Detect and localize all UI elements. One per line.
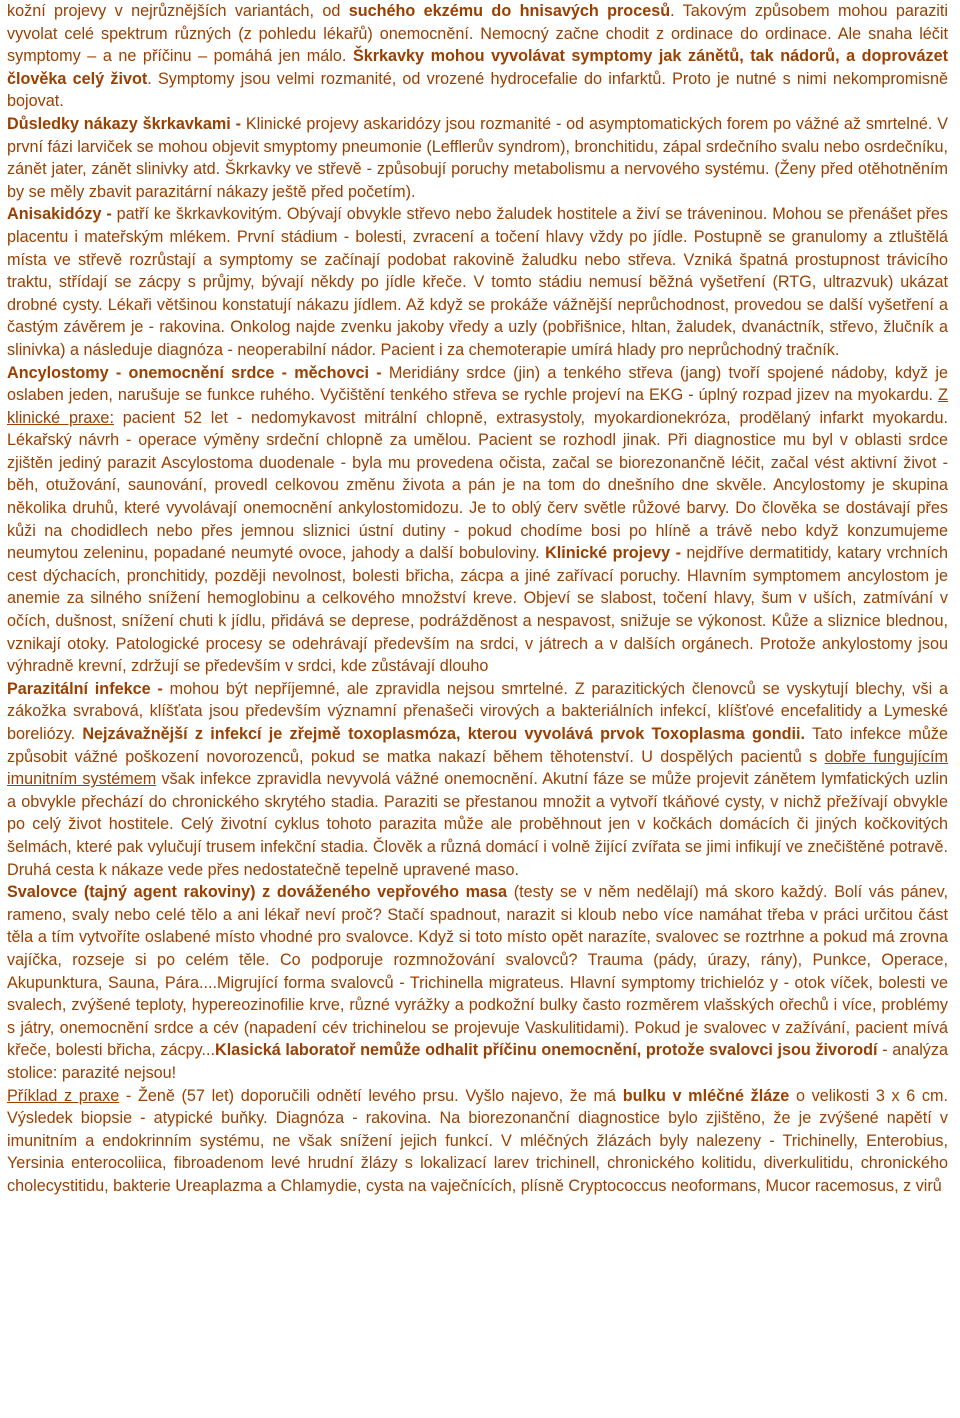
paragraph-roundworm-consequences	[7, 113, 948, 203]
bold-text-run: Škrkavky mohou vyvolávat symptomy jak zánětů, tak nádorů, a doprovázet člověka celý život	[7, 47, 948, 88]
text-run: Meridiány srdce (jin) a tenkého střeva (jang) tvoří spojené nádoby, když je oslaben jeden, narušuje se funkce ruhého. Vyčištění tenkého střeva se rychle projeví na EKG - úplný rozpad jizev na myokardu.	[7, 363, 949, 405]
text-run: (testy se v něm nedělají) má skoro každý. Bolí vás pánev, rameno, svaly nebo celé tělo a ani lékař neví proč? Stačí spadnout, narazit si kloub nebo více namáhat třeba v práci určitou část těla a tím vytvoříte oslabené místo vhodné pro svalovce. Když si toto místo opět narazíte, svalovec se roztrhne a pokud má zrovna vajíčka, rozseje si po celém těle. Co podporuje rozmnožování svalovců? Trauma (pády, úrazy, rány), Punkce, Operace, Akupunktura, Sauna, Pára....Migrující forma svalovců - Trichinella migrateus. Hlavní symptomy trichielóz y - otok víček, bolesti ve svalech, zvýšené teploty, hypereozinofilie krve, různé vyrážky a podkožní bulky často rozměrem vlašských ořechů i více, problémy s játry, onemocnění srdce a cév (napadení cév trichinelou se projevuje Vaskulitidami). Pokud je svalovec v zažívání, pacient mívá křeče, bolesti břicha, zácpy...	[7, 883, 948, 1060]
underlined-text-run: Z klinické praxe:	[7, 386, 948, 427]
bold-text-run: Klasická laboratoř nemůže odhalit příčinu onemocnění, protože svalovci jsou živorodí	[215, 1041, 878, 1060]
text-run: Tato infekce může způsobit vážné poškození novorozenců, pokud se matka nakazí během těhotenství. U dospělých pacientů s	[7, 725, 948, 766]
bold-text-run: Ancylostomy - onemocnění srdce - měchovci -	[7, 363, 389, 382]
paragraph-parasitic-infections	[7, 678, 948, 881]
text-run: . Takovým způsobem mohou paraziti vyvolat celé spektrum různých (z pohledu lékařů) onemocnění. Nemocný začne chodit z ordinace do ordinace. Ale snaha léčit symptomy – a ne příčinu – pomáhá jen málo.	[7, 2, 948, 66]
underlined-text-run: Příklad z praxe	[7, 1086, 120, 1105]
text-run: o velikosti 3 x 6 cm. Výsledek biopsie - atypické buňky. Diagnóza - rakovina. Na biorezonanční diagnostice bylo zjištěno, že je zvýšené napětí v imunitním a endokrinním systému, ne však snížení jejich funkcí. V mléčných žlázách byly nalezeny - Trichinelly, Enterobius, Yersinia enterocoliica, fibroadenom levé hrudní žlázy s lokalizací larev trichinell, chronického kolitidu, diverkulitidu, chronického cholecystitidu, bakterie Ureaplazma a Chlamydie, cysta na vaječnících, plísně Cryptococcus neoformans, Mucor racemosus, z virů	[7, 1086, 948, 1195]
paragraph-anisakidosis	[7, 203, 948, 361]
bold-text-run: Klinické projevy -	[545, 544, 687, 563]
text-run: - Ženě (57 let) doporučili odnětí levého prsu. Vyšlo najevo, že má	[119, 1086, 623, 1105]
text-run: mohou být nepříjemné, ale zpravidla nejsou smrtelné. Z parazitických členovců se vyskytují blechy, vši a zákožka svrabová, klíšťata jsou především významní přenašeči virových a bakteriálních infekcí, klíšťové encefalitidy a Lymeské boreliózy.	[7, 679, 949, 743]
bold-text-run: bulku v mléčné žláze	[622, 1086, 790, 1105]
paragraph-case-example	[7, 1085, 948, 1198]
bold-text-run: Anisakidózy -	[7, 205, 117, 224]
underlined-text-run: dobře fungujícím imunitním systémem	[7, 747, 949, 789]
text-run: pacient 52 let - nedomykavost mitrální chlopně, extrasystoly, myokardionekróza, prodělaný infarkt myokardu. Lékařský návrh - operace výměny srdeční chlopně za umělou. Pacient se rozhodl jinak. Při diagnostice mu byl v oblasti srdce zjištěn jediný parazit Ascylostoma duodenale - byla mu provedena očista, začal se biorezonančně léčit, začal vést aktivní život - běh, otužování, saunování, provedl celkovou změnu života a pán je na tom do dnešního dne skvěle. Ancylostomy je skupina několika druhů, které vyvolávají onemocnění ankylostomidozu. Je to oblý červ světle růžové barvy. Do člověka se dostávají přes kůži na chodidlech nebo přes jemnou sliznici ústní dutiny - pokud chodíme bosi po hlíně a trávě nebo když konzumujeme neumytou zeleninu, popadané neumyté ovoce, jahody a další bobuloviny.	[7, 408, 948, 563]
bold-text-run: Nejzávažnější z infekcí je zřejmě toxoplasmóza, kterou vyvolává prvok Toxoplasma gondii.	[82, 725, 806, 743]
paragraph-intro	[7, 0, 948, 113]
text-run: . Symptomy jsou velmi rozmanité, od vrozené hydrocefalie do infarktů. Proto je nutné s nimi nekompromisně bojovat.	[7, 69, 948, 111]
bold-text-run: Parazitální infekce -	[7, 679, 170, 698]
bold-text-run: suchého ekzému do hnisavých procesů	[348, 2, 671, 20]
text-run: - analýza stolice: parazité nejsou!	[7, 1041, 949, 1082]
bold-text-run: Důsledky nákazy škrkavkami -	[7, 114, 246, 133]
paragraph-ancylostoma	[7, 362, 948, 678]
bold-text-run: Svalovce (tajný agent rakoviny) z dováženého vepřového masa	[7, 883, 508, 902]
text-run: Klinické projevy askaridózy jsou rozmanité - od asymptomatických forem po vážné až smrtelné. V první fázi larviček se mohou objevit smyptomy pneumonie (Lefflerův syndrom), bronchitidu, zápal srdečního svalu nebo osrdečníku, zánět jater, zánět slinivky atd. Škrkavky ve střevě - způsobují poruchy metabolismu a nervového systému. (Ženy před otěhotněním by se měly zbavit parazitární nákazy ještě před početím).	[7, 114, 948, 201]
text-run: nejdříve dermatitidy, katary vrchních cest dýchacích, pronchitidy, později nevolnost, bolesti břicha, zácpa a jiné zařívací poruchy. Hlavním symptomem ancylostom je anemie za silného snížení hemoglobinu a celkového množství kreve. Objeví se slabost, točení hlavy, šum v uších, zatmívání v očích, dušnost, snížení chuti k jídlu, přidává se deprese, podrážděnost a nespavost, snižuje se výkonost. Kůže a sliznice blednou, vznikají otoky. Patologické procesy se odehrávají především na srdci, v játrech a v dalších orgánech. Protože ankylostomy jsou výhradně krevní, zdržují se především v srdci, kde zůstávají dlouho	[7, 544, 948, 676]
paragraph-trichinella	[7, 881, 948, 1084]
text-run: však infekce zpravidla nevyvolá vážné onemocnění. Akutní fáze se může projevit zánětem lymfatických uzlin a obvykle přechází do chronického skrytého stadia. Paraziti se přestanou množit a vytvoří tkáňové cysty, v nichž přežívají obvykle po celý život hostitele. Celý životní cyklus tohoto parazita může ale proběhnout jen v kočkách domácích či jiných kočkovitých šelmách, které pak vylučují trusem infekční stadia. Člověk a různá domácí i volně žijící zvířata se jimi infikují ve znečištěné potravě. Druhá cesta k nákaze vede přes nedostatečně tepelně upravené maso.	[7, 770, 948, 879]
text-run: kožní projevy v nejrůznějších variantách, od	[7, 2, 349, 20]
text-run: patří ke škrkavkovitým. Obývají obvykle střevo nebo žaludek hostitele a živí se tráveninou. Mohou se přenášet přes placentu i mateřským mlékem. První stádium - bolesti, zvracení a točení hlavy vždy po jídle. Postupně se granulomy a ztluštělá místa ve střevě rozrůstají a symptomy se začínají podobat rakovině žaludku nebo střeva. Vzniká špatná prostupnost trávicího traktu, střídají se zácpy s průjmy, bývají někdy po jídle křeče. V tomto stádiu nemusí běžná vyšetření (RTG, ultrazvuk) ukázat drobné cysty. Lékaři většinou konstatují nákazu jídlem. Až když se prokáže vážnější neprůchodnost, provedou se další vyšetření a častým závěrem je - rakovina. Onkolog najde zvenku jakoby vředy a uzly (pobřišnice, hltan, žaludek, dvanáctník, střevo, žlučník a slinivka) a následuje diagnóza - neoperabilní nádor. Pacient i za chemoterapie umírá hlady pro neprůchodný tračník.	[7, 205, 948, 359]
